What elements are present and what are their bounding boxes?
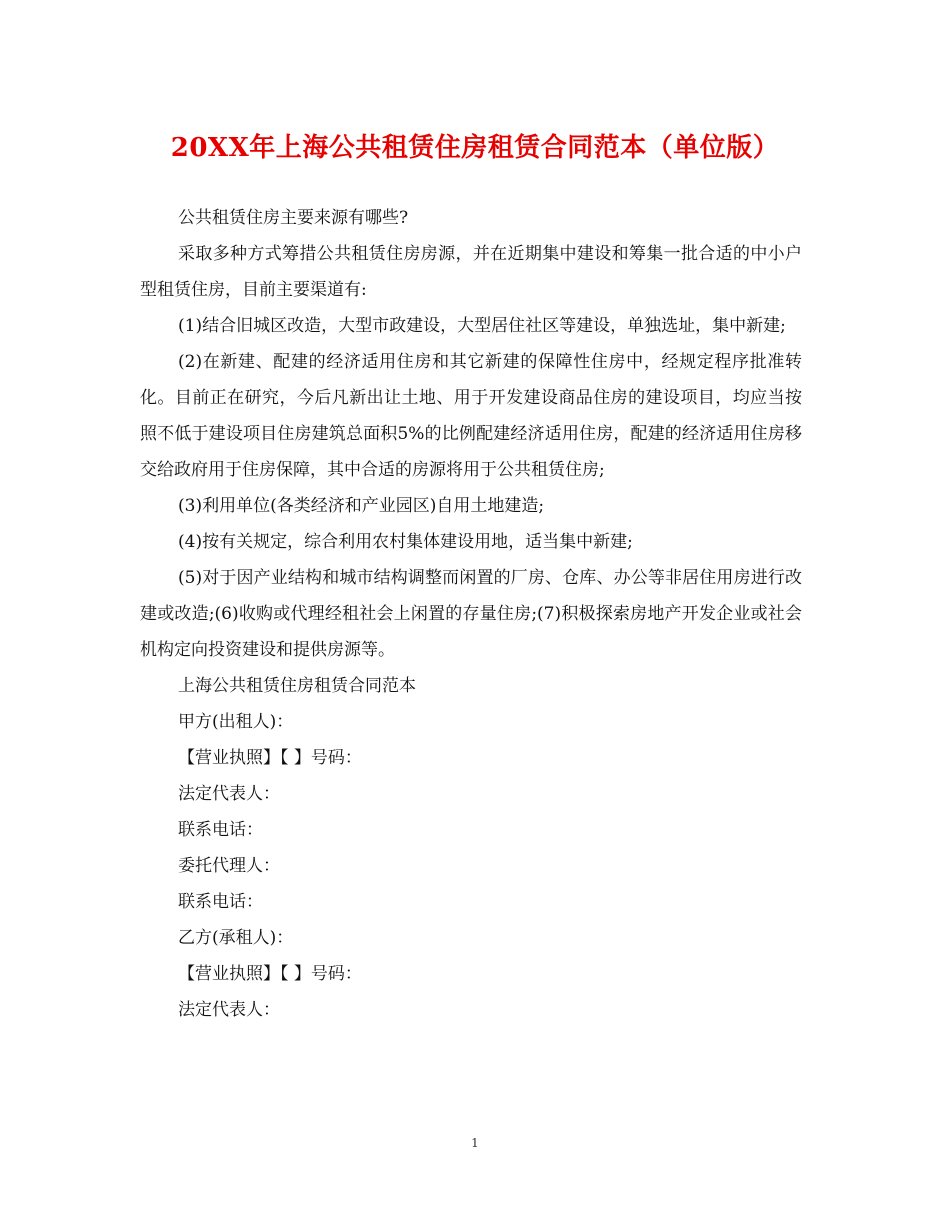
- paragraph-item-1: (1)结合旧城区改造，大型市政建设，大型居住社区等建设，单独选址，集中新建;: [178, 316, 786, 336]
- party-a-label: 甲方(出租人)：: [178, 712, 294, 732]
- party-b-legal-rep: 法定代表人：: [178, 1000, 280, 1020]
- party-b-label: 乙方(承租人)：: [178, 928, 294, 948]
- party-a-license: 【营业执照】【 】号码：: [178, 748, 362, 768]
- paragraph-item-4: (4)按有关规定，综合利用农村集体建设用地，适当集中新建;: [178, 532, 633, 552]
- paragraph-item-3: (3)利用单位(各类经济和产业园区)自用土地建造;: [178, 496, 545, 516]
- document-body: [140, 200, 802, 1028]
- paragraph-question: 公共租赁住房主要来源有哪些?: [178, 208, 409, 228]
- paragraph-item-5-7: (5)对于因产业结构和城市结构调整而闲置的厂房、仓库、办公等非居住用房进行改建或改造;(6)收购或代理经租社会上闲置的存量住房;(7)积极探索房地产开发企业或社会机构定向投资建设和提供房源等。: [140, 568, 802, 660]
- party-a-agent: 委托代理人：: [178, 856, 280, 876]
- party-a-phone: 联系电话：: [178, 820, 263, 840]
- party-a-legal-rep: 法定代表人：: [178, 784, 280, 804]
- party-b-license: 【营业执照】【 】号码：: [178, 964, 362, 984]
- page-number: 1: [471, 1136, 479, 1150]
- paragraph-intro: 采取多种方式筹措公共租赁住房房源，并在近期集中建设和筹集一批合适的中小户型租赁住房，目前主要渠道有:: [140, 244, 802, 300]
- party-a-agent-phone: 联系电话：: [178, 892, 263, 912]
- paragraph-item-2: (2)在新建、配建的经济适用住房和其它新建的保障性住房中，经规定程序批准转化。目前正在研究，今后凡新出让土地、用于开发建设商品住房的建设项目，均应当按照不低于建设项目住房建筑总面积5%的比例配建经济适用住房，配建的经济适用住房移交给政府用于住房保障，其中合适的房源将用于公共租赁住房;: [140, 352, 802, 480]
- document-title: 20XX年上海公共租赁住房租赁合同范本（单位版）: [170, 133, 780, 163]
- contract-heading: 上海公共租赁住房租赁合同范本: [178, 676, 416, 696]
